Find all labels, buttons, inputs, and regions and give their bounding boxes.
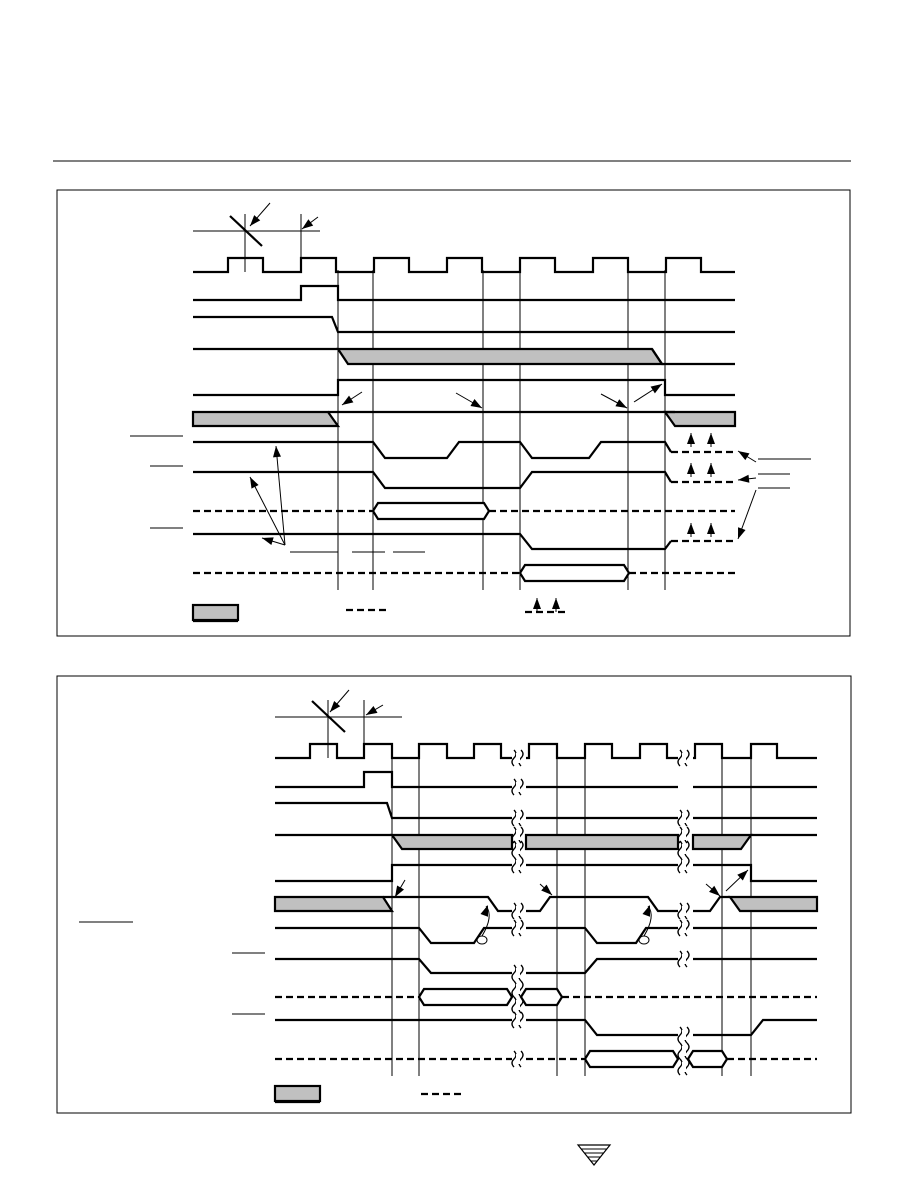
diagram-2-frame — [57, 676, 851, 1113]
d1-handshake-b — [193, 472, 671, 488]
d2-break-mark-18-gap — [682, 906, 686, 916]
d2-break-mark-1-gap — [516, 782, 520, 792]
d1-edge-arrow-4-head — [651, 384, 662, 393]
d2-break-mark-9-gap — [516, 984, 520, 994]
d2-break-mark-2-gap — [516, 813, 520, 823]
d2-break-mark-16-gap — [682, 844, 686, 854]
d2-bus-b-valid-1 — [585, 1051, 678, 1067]
d2-break-mark-12-gap — [516, 1054, 520, 1064]
d1-up-arrow-5-head — [707, 523, 715, 534]
d1-handshake-c — [193, 534, 671, 549]
d1-edge-arrow-2-head — [470, 399, 482, 408]
d1-note-arrow-6-head — [738, 527, 746, 539]
d2-shade-b — [526, 835, 678, 849]
d2-handshake-c — [275, 1020, 817, 1035]
d1-up-arrow-3-head — [707, 463, 715, 474]
d2-dim-arrow-b-head — [366, 706, 378, 715]
logo-triangle-outline — [578, 1145, 610, 1165]
d1-note-arrow-2-head — [250, 477, 259, 489]
d2-edge-arrow-3-head — [709, 886, 720, 896]
d2-handshake-b — [275, 959, 817, 973]
d2-break-mark-23-gap — [682, 1062, 686, 1072]
company-logo-icon — [578, 1145, 610, 1165]
d2-break-mark-6-gap — [516, 906, 520, 916]
d2-handshake-a — [275, 928, 817, 943]
d1-handshake-a — [193, 442, 671, 458]
d2-hold-right — [730, 897, 817, 911]
d2-hold-left — [275, 897, 392, 911]
d1-strobe-signal — [193, 286, 735, 300]
d1-edge-arrow-3-head — [615, 399, 627, 408]
d1-bus-b-valid — [520, 565, 629, 581]
d1-legend-shade-swatch — [193, 605, 238, 620]
d2-break-mark-13-gap — [682, 753, 686, 763]
d1-up-arrow-2-head — [687, 463, 695, 474]
d1-legend-up-2-head — [552, 598, 560, 609]
d2-loop-head-1 — [480, 905, 488, 917]
d2-clock-signal — [275, 744, 817, 758]
d2-break-mark-5-gap — [516, 860, 520, 870]
d1-bus-a-valid — [373, 503, 489, 519]
d2-loop-head-2 — [642, 905, 650, 917]
d1-hold-right — [665, 412, 735, 426]
d1-note-arrow-3-head — [262, 537, 274, 545]
d1-dim-arrow-b-head — [302, 219, 313, 229]
d2-break-mark-7-gap — [516, 923, 520, 933]
d1-control-signal — [193, 317, 735, 332]
d1-hold-left — [193, 412, 338, 426]
d1-shaded-region — [338, 349, 662, 364]
d2-break-mark-10-gap — [516, 1000, 520, 1010]
d1-up-arrow-4-head — [687, 523, 695, 534]
d2-break-mark-3-gap — [516, 830, 520, 840]
d2-bus-a-valid-1 — [419, 989, 512, 1005]
d1-clock-signal — [193, 258, 735, 272]
d2-break-mark-17-gap — [682, 860, 686, 870]
d2-break-mark-15-gap — [682, 830, 686, 840]
d2-break-mark-4-gap — [516, 844, 520, 854]
d2-strobe-signal — [275, 772, 817, 787]
d2-control-signal — [275, 803, 817, 818]
d2-loop-circle-1 — [477, 936, 487, 944]
d2-break-mark-20-gap — [682, 954, 686, 964]
timing-diagram-1 — [57, 190, 850, 636]
d2-shade-a — [392, 835, 512, 849]
d1-edge-arrow-1-head — [342, 396, 353, 405]
d1-note-arrow-4-head — [738, 451, 749, 460]
timing-diagram-2 — [57, 676, 851, 1113]
d2-bus-a-valid-2 — [521, 989, 562, 1005]
d2-legend-shade-swatch — [275, 1086, 320, 1101]
d2-bus-b-valid-2 — [688, 1051, 727, 1067]
d1-up-arrow-1-head — [707, 433, 715, 444]
d2-break-mark-8-gap — [516, 968, 520, 978]
d2-break-mark-11-gap — [516, 1015, 520, 1025]
d1-legend-up-1-head — [533, 598, 541, 609]
d2-edge-arrow-1-head — [395, 885, 404, 897]
d2-break-mark-14-gap — [682, 813, 686, 823]
d1-up-arrow-0-head — [687, 433, 695, 444]
d2-enable-signal — [275, 865, 817, 881]
d2-break-mark-19-gap — [682, 923, 686, 933]
d2-break-mark-22-gap — [682, 1046, 686, 1056]
d1-note-arrow-5-head — [738, 475, 749, 483]
d1-note-arrow-1-head — [273, 446, 281, 457]
d2-break-mark-21-gap — [682, 1030, 686, 1040]
d2-loop-circle-2 — [639, 936, 649, 944]
d2-shade-c — [693, 835, 751, 849]
d2-break-mark-0-gap — [516, 753, 520, 763]
